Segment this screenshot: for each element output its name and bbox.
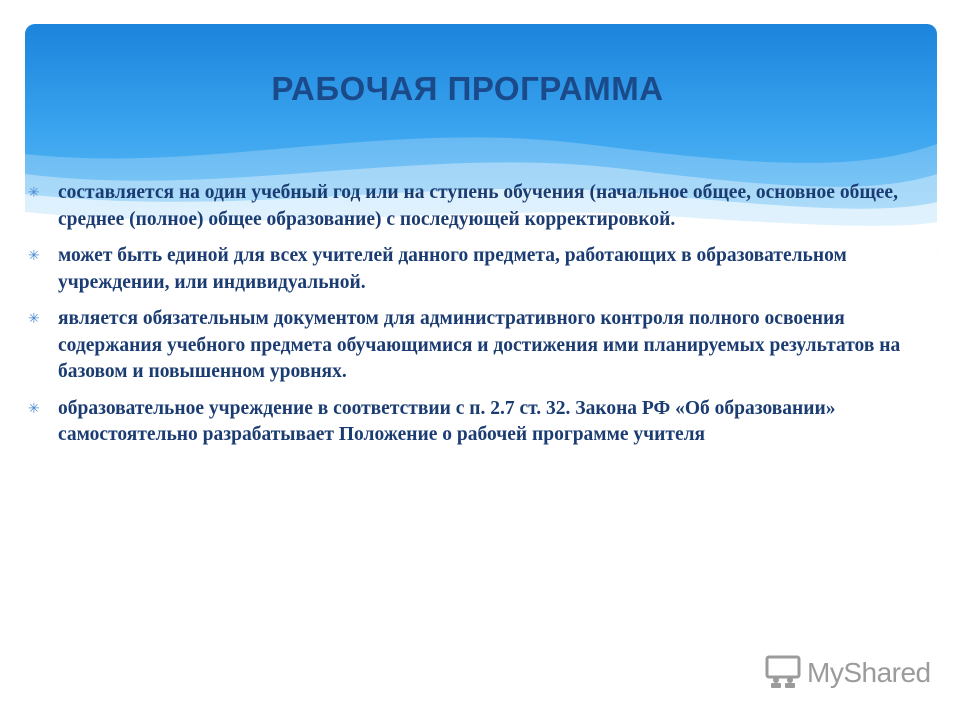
bullet-item xyxy=(28,180,933,233)
bullet-item xyxy=(28,396,933,449)
myshared-watermark xyxy=(765,653,931,693)
bullet-text: образовательное учреждение в соответствии с п. 2.7 ст. 32. Закона РФ «Об образовании» самостоятельно разрабатывает Положение о рабочей программе учителя xyxy=(58,397,836,445)
watermark-text: MyShared xyxy=(807,657,931,688)
bullet-item xyxy=(28,243,933,296)
asterisk-icon: ✳ xyxy=(28,401,40,417)
classroom-board-icon xyxy=(765,655,801,689)
bullet-text: составляется на один учебный год или на ступень обучения (начальное общее, основное общее, среднее (полное) общее образование) с последующей корректировкой. xyxy=(58,182,898,230)
bullet-text: является обязательным документом для административного контроля полного освоения содержания учебного предмета обучающимися и достижения ими планируемых результатов на базовом и повышенном уровнях. xyxy=(58,308,901,382)
bullet-item xyxy=(28,306,933,386)
asterisk-icon: ✳ xyxy=(28,312,40,327)
bullet-text: может быть единой для всех учителей данного предмета, работающих в образовательном учреждении, или индивидуальной. xyxy=(58,245,847,293)
asterisk-icon: ✳ xyxy=(28,186,40,201)
bullet-list xyxy=(28,180,933,459)
slide-title: РАБОЧАЯ ПРОГРАММА xyxy=(271,70,664,107)
asterisk-icon: ✳ xyxy=(28,249,40,264)
